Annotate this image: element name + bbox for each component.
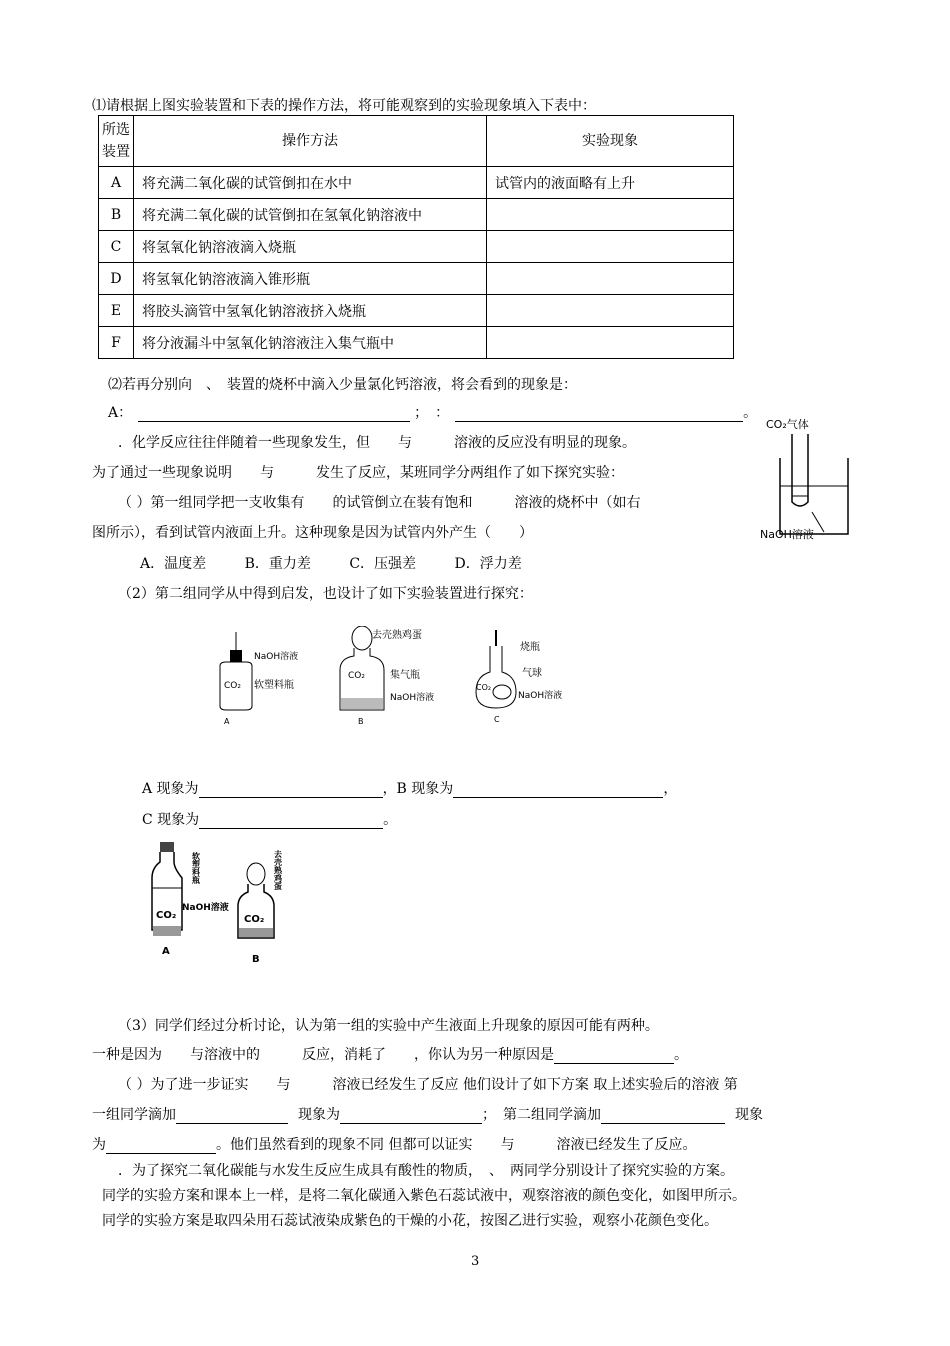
q2-text: ⑵若再分别向 、 装置的烧杯中滴入少量氯化钙溶液，将会看到的现象是： [108, 377, 577, 393]
cell-method: 将氢氧化钠溶液滴入烧瓶 [134, 231, 487, 263]
option-d[interactable]: D．浮力差 [454, 556, 522, 572]
beaker-icon [780, 458, 848, 534]
c-label-naoh: NaOH溶液 [518, 691, 563, 701]
beaker-gas-label: CO₂气体 [766, 418, 809, 431]
table-row [99, 167, 734, 199]
stopper-icon [230, 650, 242, 662]
c-label-balloon: 气球 [522, 668, 542, 679]
header-method: 操作方法 [134, 116, 487, 167]
b-label-co2: CO₂ [348, 671, 365, 681]
experiment-table [98, 115, 734, 359]
p2-line3: （ ）第一组同学把一支收集有 的试管倒立在装有饱和 溶液的烧杯中（如右 [118, 495, 641, 511]
jar-b [238, 863, 274, 965]
header-phenomenon: 实验现象 [487, 116, 734, 167]
cell-device: D [99, 263, 134, 295]
cell-device: E [99, 295, 134, 327]
balloon-icon [493, 685, 511, 699]
cell-method: 将充满二氧化碳的试管倒扣在水中 [134, 167, 487, 199]
q2-a-label: A： [108, 405, 133, 421]
egg-icon [352, 626, 372, 650]
bottle-jar-figure [148, 838, 288, 970]
naoh-label: NaOH溶液 [182, 903, 229, 913]
apparatus-figure [212, 626, 592, 726]
p5-line3: 同学的实验方案是取四朵用石蕊试液染成紫色的干燥的小花，按图乙进行实验，观察小花颜色变化。 [102, 1213, 718, 1229]
cell-method: 将分液漏斗中氢氧化钠溶液注入集气瓶中 [134, 327, 487, 359]
cell-device: C [99, 231, 134, 263]
answer-blank[interactable] [601, 1109, 725, 1124]
cell-phenomenon[interactable] [487, 263, 734, 295]
p2-sub2: （2）第二组同学从中得到启发，也设计了如下实验装置进行探究： [118, 586, 533, 602]
answer-blank[interactable] [453, 783, 663, 798]
apparatus-b [340, 626, 434, 726]
p4-line3 [92, 1134, 696, 1154]
option-b[interactable]: B．重力差 [244, 556, 311, 572]
jar-co2: CO₂ [244, 914, 265, 925]
table-row [99, 327, 734, 359]
phen-c-end: 。 [383, 812, 398, 828]
caption-a: A [162, 946, 170, 957]
table-row [99, 231, 734, 263]
option-c[interactable]: C．压强差 [349, 556, 417, 572]
q1-intro: ⑴请根据上图实验装置和下表的操作方法，将可能观察到的实验现象填入下表中： [92, 98, 596, 114]
p4-line2-a: 一组同学滴加 [92, 1107, 176, 1123]
b-label-egg: 去壳熟鸡蛋 [372, 630, 422, 641]
cell-device: B [99, 199, 134, 231]
test-tube-icon [792, 434, 808, 506]
phen-c-label: C 现象为 [142, 812, 200, 828]
p3-line2-end: 。 [674, 1047, 688, 1063]
c-label-flask: 烧瓶 [520, 642, 540, 653]
table-header-row [99, 116, 734, 167]
phen-a-label: A 现象为 [142, 781, 199, 797]
answer-blank[interactable] [554, 1049, 674, 1064]
apparatus-a [220, 632, 298, 726]
p4-line2-d: 现象 [735, 1107, 763, 1123]
p5-line1: ．为了探究二氧化碳能与水发生反应生成具有酸性的物质， 、 两同学分别设计了探究实验的方案。 [118, 1163, 734, 1179]
header-device: 所选 装置 [99, 116, 134, 167]
cell-method: 将充满二氧化碳的试管倒扣在氢氧化钠溶液中 [134, 199, 487, 231]
table-row [99, 199, 734, 231]
apparatus-c [476, 630, 562, 724]
table-row [99, 263, 734, 295]
p2-line2: 为了通过一些现象说明 与 发生了反应，某班同学分两组作了如下探究实验： [92, 465, 624, 481]
bottle-solution [153, 926, 181, 936]
caption-b: B [252, 954, 260, 965]
phen-b-end: ， [663, 781, 678, 797]
b-label-jar: 集气瓶 [390, 670, 420, 681]
cell-phenomenon[interactable] [487, 295, 734, 327]
answer-blank[interactable] [106, 1139, 216, 1154]
c-caption: C [494, 715, 500, 724]
cell-method: 将氢氧化钠溶液滴入锥形瓶 [134, 263, 487, 295]
a-label-naoh: NaOH溶液 [254, 652, 299, 662]
q2-separator: ； ： [414, 405, 450, 421]
phen-b-label: ，B 现象为 [382, 781, 454, 797]
table-row [99, 295, 734, 327]
bottle-cap-icon [160, 842, 174, 852]
c-label-co2: CO₂ [476, 683, 492, 692]
cell-phenomenon[interactable] [487, 231, 734, 263]
a-caption: A [224, 717, 230, 726]
p4-line2-b: 现象为 [298, 1107, 340, 1123]
p4-line3-b: 。他们虽然看到的现象不同 但都可以证实 与 溶液已经发生了反应。 [216, 1137, 697, 1153]
solution-fill [341, 698, 383, 709]
cell-phenomenon[interactable] [487, 199, 734, 231]
page-number: 3 [471, 1254, 480, 1269]
beaker-solution-label: NaOH溶液 [760, 528, 814, 541]
bottle-a [152, 842, 182, 957]
p2-line1: ．化学反应往往伴随着一些现象发生，但 与 溶液的反应没有明显的现象。 [118, 435, 636, 451]
p4-line1: （ ）为了进一步证实 与 溶液已经发生了反应 他们设计了如下方案 取上述实验后的溶液 第 [118, 1077, 738, 1093]
jar-solution [239, 928, 273, 937]
egg-label: 去壳熟鸡蛋 [273, 850, 283, 890]
p4-line2 [92, 1104, 763, 1124]
choice-options [140, 553, 522, 573]
answer-blank[interactable] [138, 407, 410, 422]
cell-method: 将胶头滴管中氢氧化钠溶液挤入烧瓶 [134, 295, 487, 327]
egg-icon [247, 863, 265, 885]
q2-end: 。 [743, 405, 758, 421]
beaker-figure [752, 414, 862, 544]
p3-line1: （3）同学们经过分析讨论，认为第一组的实验中产生液面上升现象的原因可能有两种。 [118, 1018, 659, 1034]
p3-line2-text: 一种是因为 与溶液中的 反应，消耗了 ，你认为另一种原因是 [92, 1047, 554, 1063]
answer-blank[interactable] [199, 783, 383, 798]
flask-icon [476, 646, 516, 708]
p5-line2: 同学的实验方案和课本上一样，是将二氧化碳通入紫色石蕊试液中，观察溶液的颜色变化，如图甲所示。 [102, 1188, 746, 1204]
bottle-co2: CO₂ [156, 910, 177, 921]
answer-blank[interactable] [199, 814, 383, 829]
a-label-bottle: 软塑料瓶 [254, 680, 294, 691]
answer-blank[interactable] [340, 1109, 482, 1124]
p4-line2-c: ； 第二组同学滴加 [482, 1107, 601, 1123]
q2-answer-line [108, 402, 757, 422]
cell-phenomenon: 试管内的液面略有上升 [487, 167, 734, 199]
bottle-label: 软塑料瓶 [191, 852, 201, 884]
p4-line3-a: 为 [92, 1137, 106, 1153]
p2-line4: 图所示），看到试管内液面上升。这种现象是因为试管内外产生（ ） [92, 525, 533, 541]
a-label-co2: CO₂ [224, 681, 241, 691]
phenomenon-ab-line [142, 778, 677, 798]
cell-device: F [99, 327, 134, 359]
answer-blank[interactable] [176, 1109, 288, 1124]
phenomenon-c-line [142, 809, 397, 829]
cell-phenomenon[interactable] [487, 327, 734, 359]
cell-device: A [99, 167, 134, 199]
b-caption: B [358, 717, 364, 726]
b-label-naoh: NaOH溶液 [390, 693, 435, 703]
option-a[interactable]: A．温度差 [140, 556, 207, 572]
p3-line2 [92, 1044, 688, 1064]
answer-blank[interactable] [455, 407, 743, 422]
